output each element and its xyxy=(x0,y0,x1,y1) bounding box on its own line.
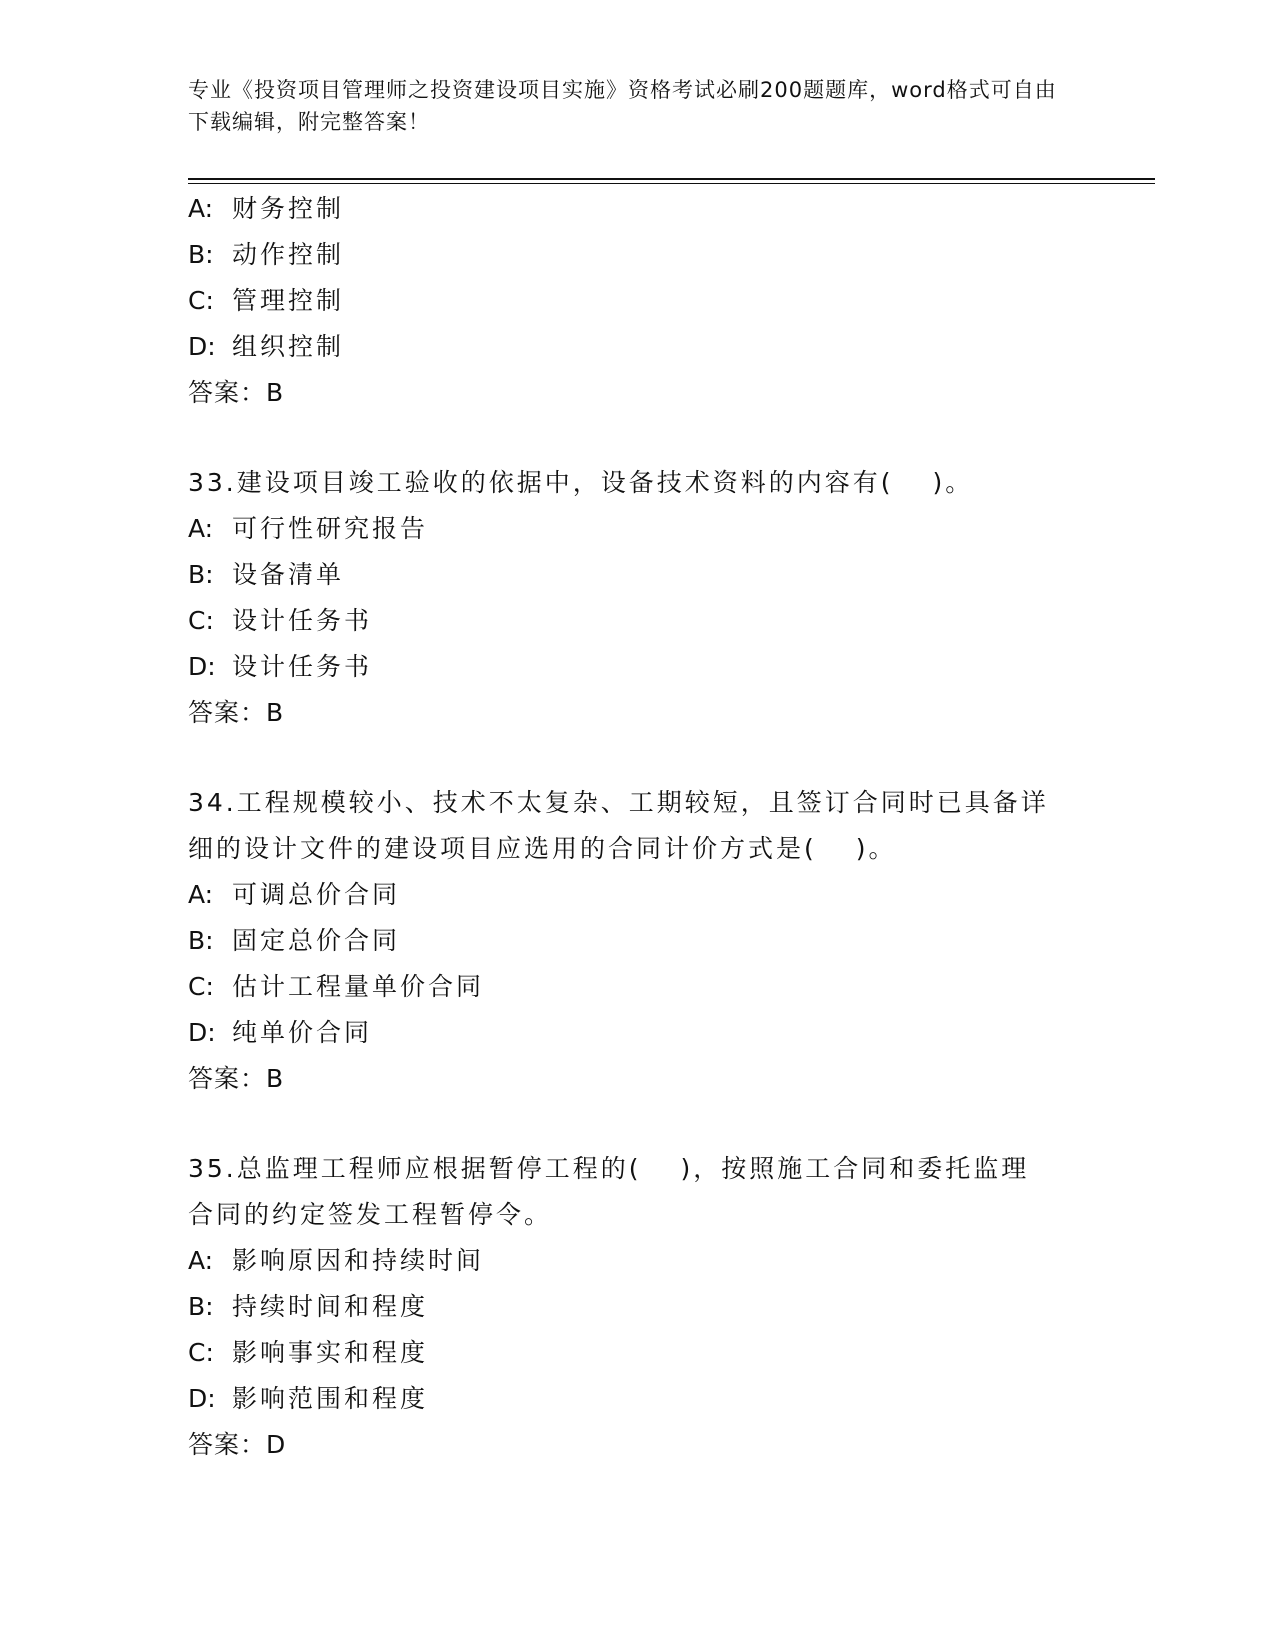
question-35 xyxy=(188,1146,1088,1468)
header-rule-thick xyxy=(188,178,1155,180)
page-header: 专业《投资项目管理师之投资建设项目实施》资格考试必刷200题题库，word格式可自由下载编辑，附完整答案！ xyxy=(188,78,1057,134)
option-a: A: 财务控制 xyxy=(188,194,345,223)
spacer xyxy=(188,736,1088,780)
option-c: C: 估计工程量单价合同 xyxy=(188,972,485,1001)
answer: 答案：B xyxy=(188,698,285,727)
answer: 答案：B xyxy=(188,1064,285,1093)
question-stem: 33.建设项目竣工验收的依据中，设备技术资料的内容有( )。 xyxy=(188,468,974,497)
option-c: C: 设计任务书 xyxy=(188,606,373,635)
question-32-tail xyxy=(188,186,1088,416)
option-b: B: 持续时间和程度 xyxy=(188,1292,429,1321)
answer: 答案：B xyxy=(188,378,285,407)
question-34 xyxy=(188,780,1088,1102)
question-stem-line-2: 合同的约定签发工程暂停令。 xyxy=(188,1200,553,1229)
question-stem-line-2: 细的设计文件的建设项目应选用的合同计价方式是( )。 xyxy=(188,834,897,863)
option-b: B: 固定总价合同 xyxy=(188,926,401,955)
question-list xyxy=(188,186,1088,1468)
spacer xyxy=(188,1102,1088,1146)
option-d: D: 纯单价合同 xyxy=(188,1018,373,1047)
option-c: C: 影响事实和程度 xyxy=(188,1338,429,1367)
option-a: A: 影响原因和持续时间 xyxy=(188,1246,485,1275)
question-stem-line-1: 34.工程规模较小、技术不太复杂、工期较短，且签订合同时已具备详 xyxy=(188,788,1049,817)
spacer xyxy=(188,416,1088,460)
option-d: D: 设计任务书 xyxy=(188,652,373,681)
option-d: D: 影响范围和程度 xyxy=(188,1384,429,1413)
question-33 xyxy=(188,460,1088,736)
option-b: B: 设备清单 xyxy=(188,560,345,589)
question-stem-line-1: 35.总监理工程师应根据暂停工程的( )，按照施工合同和委托监理 xyxy=(188,1154,1030,1183)
option-c: C: 管理控制 xyxy=(188,286,345,315)
option-d: D: 组织控制 xyxy=(188,332,345,361)
option-b: B: 动作控制 xyxy=(188,240,345,269)
option-a: A: 可行性研究报告 xyxy=(188,514,429,543)
answer: 答案：D xyxy=(188,1430,287,1459)
header-rule-thin xyxy=(188,183,1155,184)
option-a: A: 可调总价合同 xyxy=(188,880,401,909)
